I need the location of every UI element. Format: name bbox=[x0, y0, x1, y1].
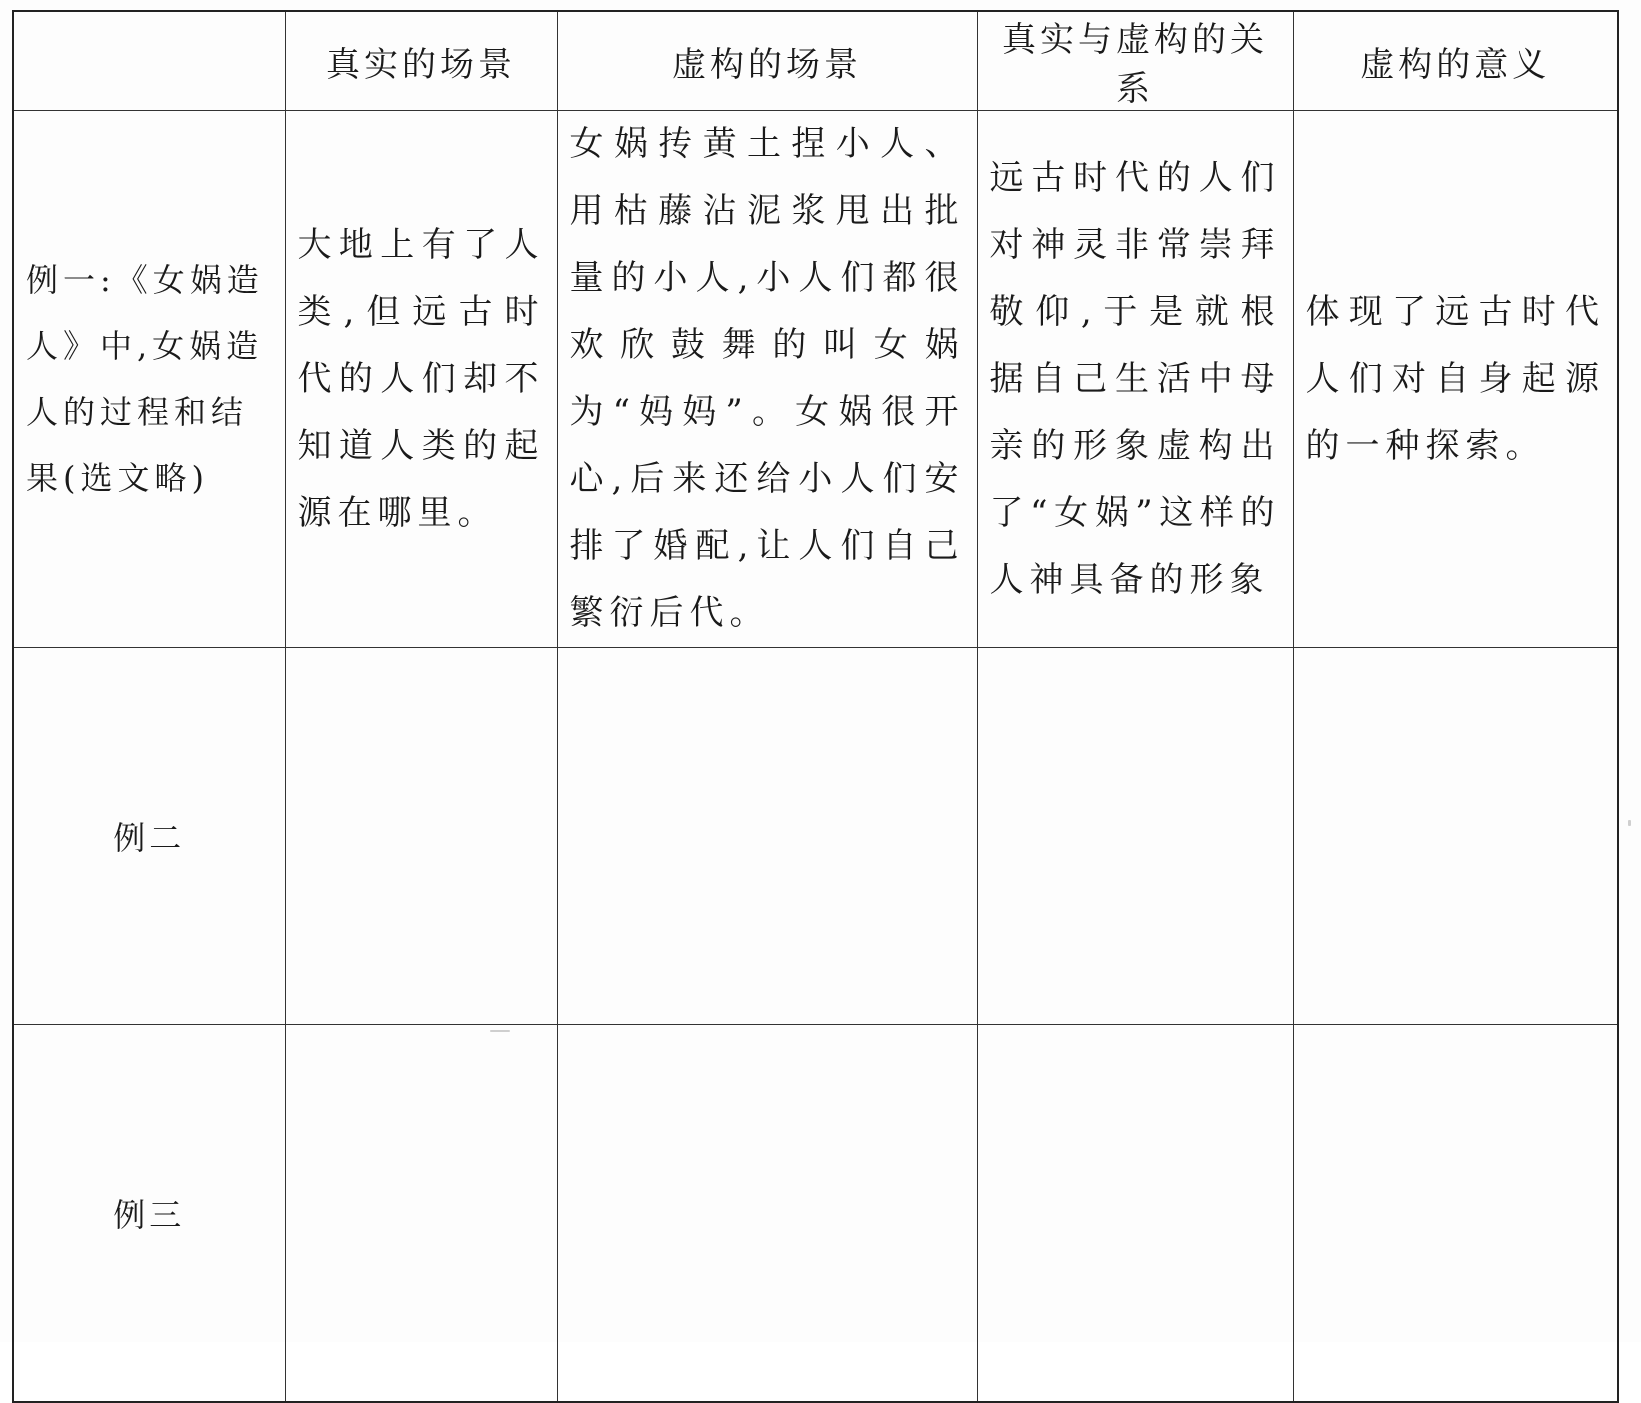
scan-speck bbox=[1628, 820, 1631, 826]
meaning-cell bbox=[1293, 648, 1618, 1025]
table-row bbox=[13, 111, 1618, 648]
comparison-table bbox=[12, 10, 1619, 1403]
fictional-scene-cell: 女娲抟黄土捏小人、用枯藤沾泥浆甩出批量的小人,小人们都很欢欣鼓舞的叫女娲为“妈妈”。女娲很开心,后来还给小人们安排了婚配,让人们自己繁衍后代。 bbox=[557, 111, 977, 648]
row-label: 例三 bbox=[13, 1025, 285, 1403]
header-row bbox=[13, 11, 1618, 111]
row-label: 例一:《女娲造人》中,女娲造人的过程和结果(选文略) bbox=[13, 111, 285, 648]
header-real-scene: 真实的场景 bbox=[285, 11, 557, 111]
table-row bbox=[13, 1025, 1618, 1403]
real-scene-cell bbox=[285, 1025, 557, 1403]
real-scene-cell bbox=[285, 648, 557, 1025]
meaning-cell bbox=[1293, 1025, 1618, 1403]
header-relationship: 真实与虚构的关系 bbox=[977, 11, 1293, 111]
row-label: 例二 bbox=[13, 648, 285, 1025]
real-scene-cell: 大地上有了人类,但远古时代的人们却不知道人类的起源在哪里。 bbox=[285, 111, 557, 648]
scan-speck bbox=[490, 1030, 510, 1032]
header-meaning: 虚构的意义 bbox=[1293, 11, 1618, 111]
relationship-cell bbox=[977, 648, 1293, 1025]
table-row bbox=[13, 648, 1618, 1025]
header-corner-cell bbox=[13, 11, 285, 111]
fictional-scene-cell bbox=[557, 1025, 977, 1403]
relationship-cell bbox=[977, 1025, 1293, 1403]
fictional-scene-cell bbox=[557, 648, 977, 1025]
meaning-cell: 体现了远古时代人们对自身起源的一种探索。 bbox=[1293, 111, 1618, 648]
header-fictional-scene: 虚构的场景 bbox=[557, 11, 977, 111]
relationship-cell: 远古时代的人们对神灵非常崇拜敬仰,于是就根据自己生活中母亲的形象虚构出了“女娲”这样的人神具备的形象 bbox=[977, 111, 1293, 648]
